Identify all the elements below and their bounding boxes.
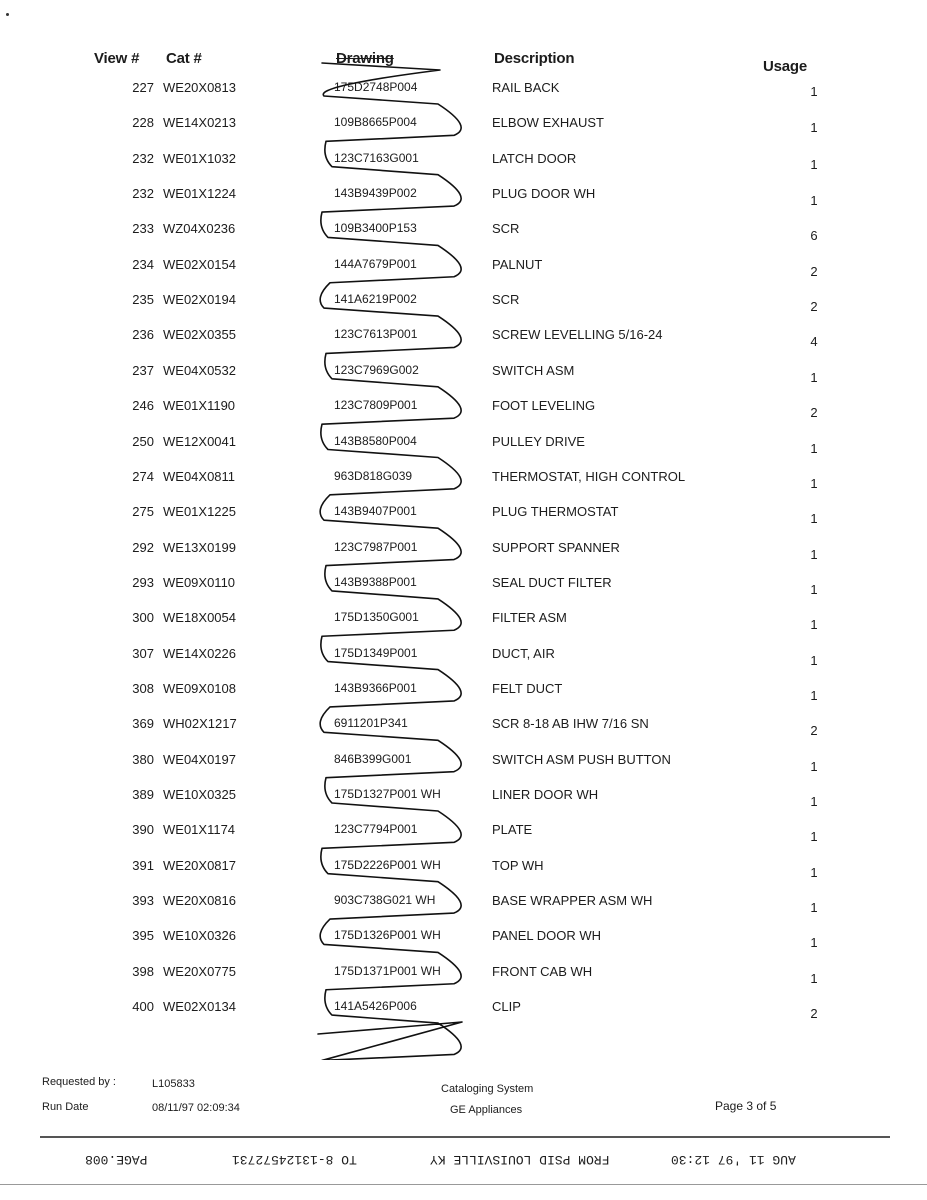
header-usage: Usage [763,58,808,75]
drawing-number: 143B9388P001 [334,574,417,589]
drawing-number: 175D1327P001 WH [334,787,441,801]
usage: 1 [810,829,818,845]
description: FRONT CAB WH [492,963,593,979]
cat-number: WE01X1032 [163,150,236,166]
usage: 1 [810,652,818,668]
drawing-number: 109B3400P153 [334,221,417,236]
cat-number: WE20X0817 [163,857,236,873]
page-indicator: Page 3 of 5 [715,1099,777,1113]
cat-number: WE10X0326 [163,928,236,944]
usage: 1 [810,440,818,456]
fax-page: PAGE.008 [85,1152,148,1167]
view-number: 395 [132,928,154,944]
cat-number: WZ04X0236 [163,221,236,237]
drawing-number: 123C7969G002 [334,362,419,377]
description: DUCT, AIR [492,645,555,661]
cat-number: WE12X0041 [163,433,236,449]
description: FILTER ASM [492,610,567,626]
drawing-number: 846B399G001 [334,751,412,766]
run-date-label: Run Date [42,1101,89,1113]
view-number: 233 [132,221,154,237]
description: FELT DUCT [492,680,563,696]
description: PANEL DOOR WH [492,928,602,944]
usage: 1 [810,369,818,385]
usage: 1 [810,193,818,209]
header-description: Description [494,50,575,67]
description: PLUG DOOR WH [492,186,596,202]
fax-bottom-edge [0,1184,927,1185]
cat-number: WE09X0110 [163,574,236,590]
usage: 1 [810,687,818,703]
description: PLUG THERMOSTAT [492,504,619,520]
drawing-number: 144A7679P001 [334,256,417,271]
drawing-number: 141A5426P006 [334,999,417,1014]
description: PALNUT [492,256,543,272]
usage: 2 [810,263,818,279]
description: BASE WRAPPER ASM WH [492,893,653,909]
cat-number: WE20X0813 [163,80,236,95]
usage: 1 [810,511,818,527]
fax-to: TO 8-13124572731 [232,1152,357,1167]
description: LATCH DOOR [492,150,577,166]
drawing-number: 143B9366P001 [334,680,417,695]
system-name: Cataloging System [441,1083,534,1095]
view-number: 232 [132,150,154,166]
usage: 1 [810,935,818,951]
description: SCR 8-18 AB IHW 7/16 SN [492,716,649,732]
view-number: 308 [132,680,154,696]
cat-number: WE13X0199 [163,539,236,555]
cat-number: WH02X1217 [163,716,237,732]
pen-scribble-line [318,63,462,1060]
cat-number: WE14X0226 [163,645,236,661]
view-number: 227 [132,80,154,95]
description: SUPPORT SPANNER [492,539,620,555]
drawing-number: 143B8580P004 [334,433,417,448]
usage: 2 [810,299,818,315]
view-number: 275 [132,504,154,520]
usage: 1 [810,581,818,597]
drawing-number: 109B8665P004 [334,115,417,130]
view-number: 307 [132,645,154,661]
description: RAIL BACK [492,80,560,95]
usage: 4 [810,334,818,350]
cat-number: WE09X0108 [163,680,236,696]
cat-number: WE04X0197 [163,751,236,767]
cat-number: WE14X0213 [163,115,236,131]
description: SCR [492,292,520,308]
drawing-number: 175D2226P001 WH [334,857,441,872]
usage: 1 [810,864,818,880]
run-date-value: 08/11/97 02:09:34 [152,1102,240,1114]
view-number: 369 [132,716,154,732]
drawing-number: 123C7987P001 [334,539,418,554]
fax-divider [40,1136,890,1138]
usage: 1 [810,794,818,809]
view-number: 235 [132,292,154,308]
cat-number: WE20X0775 [163,963,236,979]
company-name: GE Appliances [450,1104,523,1116]
description: SWITCH ASM [492,362,575,378]
description: PULLEY DRIVE [492,433,585,449]
usage: 2 [810,405,818,421]
usage: 1 [810,617,818,633]
view-number: 236 [132,327,154,343]
drawing-number: 963D818G039 [334,468,413,483]
drawing-number: 143B9407P001 [334,504,417,519]
view-number: 232 [132,186,154,202]
drawing-number: 175D1371P001 WH [334,963,441,978]
usage: 6 [810,228,818,244]
drawing-number: 175D1350G001 [334,610,419,625]
description: SCR [492,221,520,237]
description: PLATE [492,822,533,838]
usage: 2 [810,1006,818,1022]
drawing-number: 123C7613P001 [334,327,418,342]
header-cat: Cat # [166,50,202,67]
cat-number: WE02X0355 [163,327,236,343]
drawing-number: 175D2748P004 [334,80,418,94]
view-number: 393 [132,893,154,909]
view-number: 389 [132,787,154,802]
cat-number: WE10X0325 [163,787,236,802]
description: THERMOSTAT, HIGH CONTROL [492,468,686,484]
description: FOOT LEVELING [492,398,596,414]
cat-number: WE01X1225 [163,504,236,520]
fax-date-time: AUG 11 '97 12:30 [671,1152,796,1167]
requested-by-label: Requested by : [42,1076,116,1088]
usage: 1 [810,84,818,99]
cat-number: WE18X0054 [163,610,236,626]
view-number: 274 [132,468,154,484]
drawing-number: 903C738G021 WH [334,893,436,908]
drawing-number: 123C7794P001 [334,822,418,837]
view-number: 228 [132,115,154,131]
cat-number: WE02X0154 [163,256,236,272]
cat-number: WE20X0816 [163,893,236,909]
view-number: 293 [132,574,154,590]
header-view: View # [94,50,140,67]
description: CLIP [492,999,521,1015]
usage: 2 [810,723,818,739]
view-number: 246 [132,398,154,414]
drawing-number: 6911201P341 [334,716,408,731]
view-number: 398 [132,963,154,979]
usage: 1 [810,156,818,172]
requested-by-value: L105833 [152,1078,195,1090]
drawing-number: 141A6219P002 [334,292,417,307]
description: SWITCH ASM PUSH BUTTON [492,751,671,767]
cat-number: WE01X1224 [163,186,236,202]
cat-number: WE01X1190 [163,398,236,414]
usage: 1 [810,120,818,136]
drawing-number: 175D1349P001 [334,645,418,660]
usage: 1 [810,970,818,986]
view-number: 400 [132,999,154,1015]
view-number: 250 [132,433,154,449]
fax-from: FROM PSID LOUISVILLE KY [430,1152,610,1167]
description: SEAL DUCT FILTER [492,574,612,590]
cat-number: WE02X0134 [163,999,236,1015]
cat-number: WE02X0194 [163,292,236,308]
view-number: 390 [132,822,154,838]
drawing-number: 123C7809P001 [334,398,418,413]
description: LINER DOOR WH [492,787,599,802]
description: ELBOW EXHAUST [492,115,604,131]
drawing-number: 123C7163G001 [334,150,419,165]
usage: 1 [810,758,818,774]
view-number: 234 [132,256,154,272]
usage: 1 [810,546,818,562]
cat-number: WE04X0811 [163,468,236,484]
cat-number: WE01X1174 [163,822,236,838]
drawing-number: 175D1326P001 WH [334,928,441,943]
view-number: 292 [132,539,154,555]
view-number: 391 [132,857,154,873]
drawing-number: 143B9439P002 [334,186,417,201]
usage: 1 [810,475,818,491]
header-drawing: Drawing [336,50,394,67]
description: TOP WH [492,857,544,873]
view-number: 300 [132,610,154,626]
cat-number: WE04X0532 [163,362,236,378]
view-number: 380 [132,751,154,767]
view-number: 237 [132,362,154,378]
description: SCREW LEVELLING 5/16-24 [492,327,663,343]
usage: 1 [810,900,818,916]
